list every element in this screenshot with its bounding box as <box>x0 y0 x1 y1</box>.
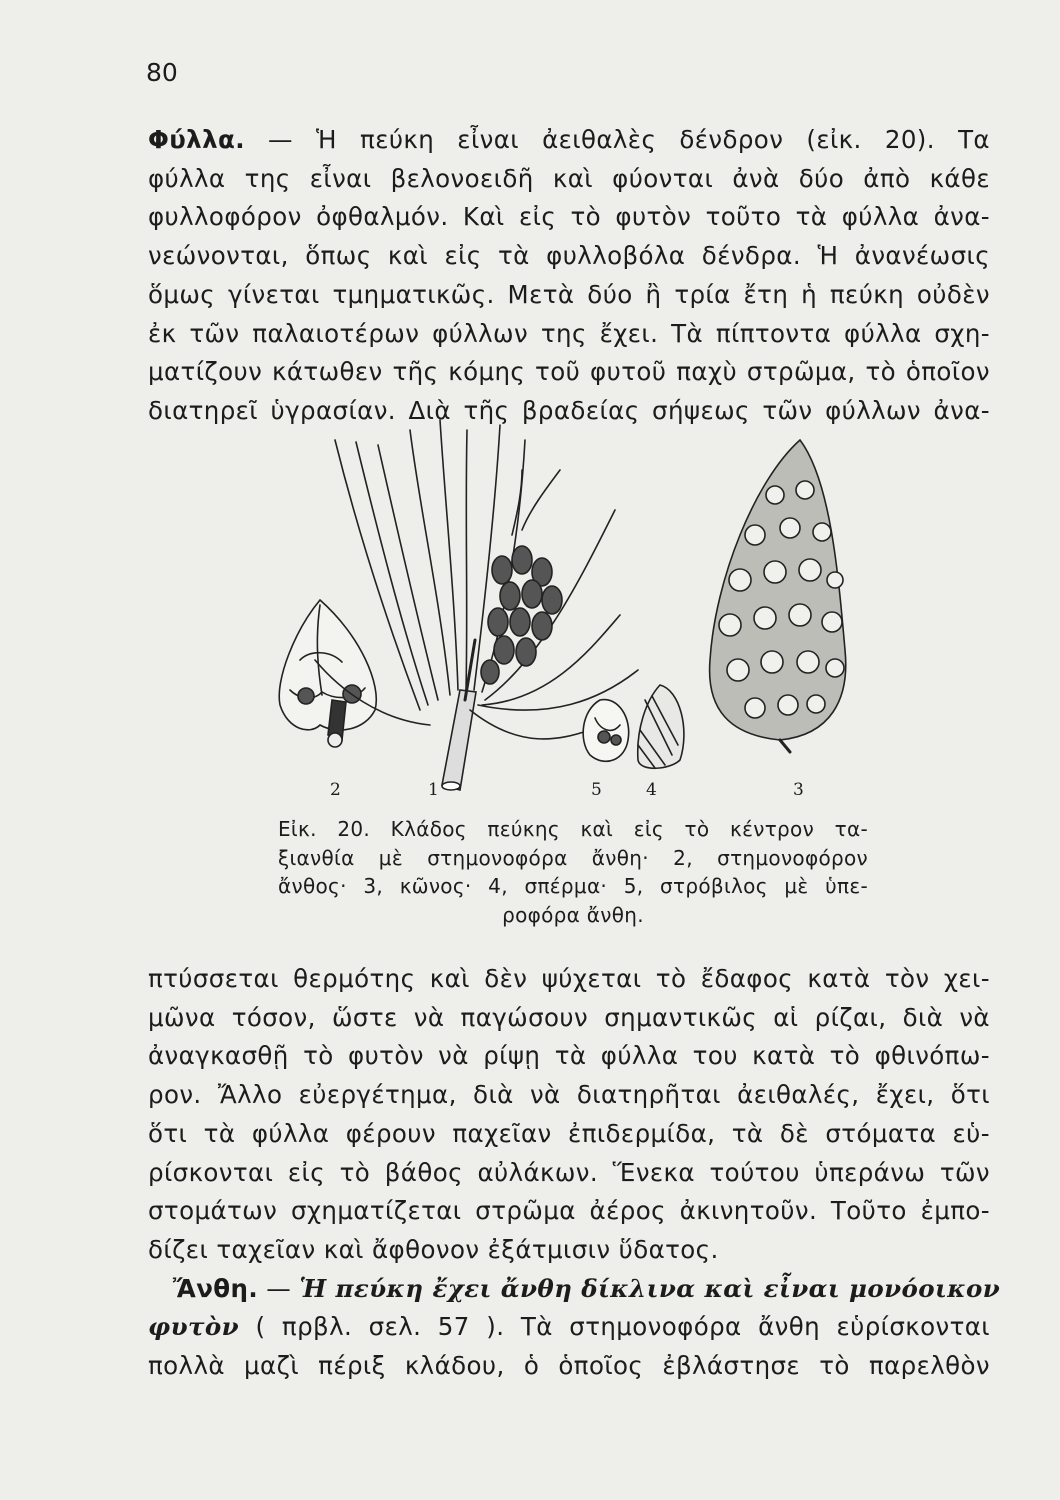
caption-line: ροφόρα ἄνθη. <box>502 902 644 927</box>
text-line: Ἄνθη. — Ἡ πεύκη ἔχει ἄνθη δίκλινα καὶ εἶναι μονόοικον <box>172 1273 1001 1303</box>
text-line: ἐκ τῶν παλαιοτέρων φύλλων της ἔχει. Τὰ πίπτοντα φύλλα σχη- <box>148 318 990 348</box>
text-line: ματίζουν κάτωθεν τῆς κόμης τοῦ φυτοῦ παχὺ στρῶμα, τὸ ὁποῖον <box>148 357 990 387</box>
text-line: πτύσσεται θερμότης καὶ δὲν ψύχεται τὸ ἔδαφος κατὰ τὸν χει- <box>148 964 990 993</box>
text-line: διατηρεῖ ὑγρασίαν. Διὰ τῆς βραδείας σήψεως τῶν φύλλων ἀνα- <box>148 395 990 425</box>
emphasized-text: Ἡ πεύκη ἔχει ἄνθη δίκλινα καὶ εἶναι μονόοικον <box>299 1273 1001 1303</box>
text-line: δίζει ταχεῖαν καὶ ἄφθονον ἐξάτμισιν ὕδατος. <box>148 1234 719 1264</box>
pine-cone-drawing <box>710 440 846 752</box>
paragraph-continuation <box>148 960 1001 1386</box>
text-line: πολλὰ μαζὶ πέριξ κλάδου, ὁ ὁποῖος ἐβλάστησε τὸ παρελθὸν <box>148 1351 990 1381</box>
figure-label-4: 4 <box>646 780 657 800</box>
paragraph-leaves <box>148 121 990 431</box>
text-line: ἀναγκασθῇ τὸ φυτὸν νὰ ρίψῃ τὰ φύλλα του κατὰ τὸ φθινόπω- <box>148 1041 990 1071</box>
text-line: ρον. Ἄλλο εὐεργέτημα, διὰ νὰ διατηρῆται ἀειθαλές, ἔχει, ὅτι <box>148 1080 990 1110</box>
text-line: ὅτι τὰ φύλλα φέρουν παχεῖαν ἐπιδερμίδα, τὰ δὲ στόματα εὑ- <box>148 1118 990 1148</box>
section-heading-flowers: Ἄνθη. <box>172 1273 259 1303</box>
figure-label-5: 5 <box>591 780 602 800</box>
text-line: φυλλοφόρον ὀφθαλμόν. Καὶ εἰς τὸ φυτὸν τοῦτο τὰ φύλλα ἀνα- <box>148 202 990 232</box>
text-line: στομάτων σχηματίζεται στρῶμα ἀέρος ἀκινητοῦν. Τοῦτο ἐμπο- <box>148 1196 990 1226</box>
text-line: Φύλλα. — Ἡ πεύκη εἶναι ἀειθαλὲς δένδρον (εἰκ. 20). Τα <box>148 125 990 154</box>
text-line: μῶνα τόσον, ὥστε νὰ παγώσουν σημαντικῶς αἱ ρίζαι, διὰ νὰ <box>148 1002 990 1032</box>
text-line: φύλλα της εἶναι βελονοειδῆ καὶ φύονται ἀνὰ δύο ἀπὸ κάθε <box>148 163 990 193</box>
page-number: 80 <box>146 58 178 87</box>
caption-line: Εἰκ. 20. Κλάδος πεύκης καὶ εἰς τὸ κέντρον τα- <box>278 817 868 841</box>
figure-pine-illustration <box>260 400 900 800</box>
figure-label-2: 2 <box>330 780 341 800</box>
figure-label-3: 3 <box>793 780 804 800</box>
figure-label-1: 1 <box>428 780 439 800</box>
caption-line: ξιανθία μὲ στημονοφόρα ἄνθη· 2, στημονοφόρον <box>278 845 868 870</box>
strobilus-drawing <box>583 700 629 762</box>
text-line: ρίσκονται εἰς τὸ βάθος αὐλάκων. Ἕνεκα τούτου ὑπεράνω τῶν <box>148 1157 990 1187</box>
text-line: φυτὸν ( πρβλ. σελ. 57 ). Τὰ στημονοφόρα ἄνθη εὑρίσκονται <box>148 1312 990 1342</box>
text-line: νεώνονται, ὅπως καὶ εἰς τὰ φυλλοβόλα δένδρα. Ἡ ἀνανέωσις <box>148 241 990 271</box>
text-line: ὅμως γίνεται τμηματικῶς. Μετὰ δύο ἢ τρία ἔτη ἡ πεύκη οὐδὲν <box>148 279 990 309</box>
seed-drawing <box>638 685 684 768</box>
section-heading-leaves: Φύλλα. <box>148 125 245 154</box>
figure-caption <box>278 815 868 929</box>
caption-line: ἄνθος· 3, κῶνος· 4, σπέρμα· 5, στρόβιλος μὲ ὑπε- <box>278 874 868 898</box>
emphasized-text: φυτὸν <box>148 1312 239 1342</box>
